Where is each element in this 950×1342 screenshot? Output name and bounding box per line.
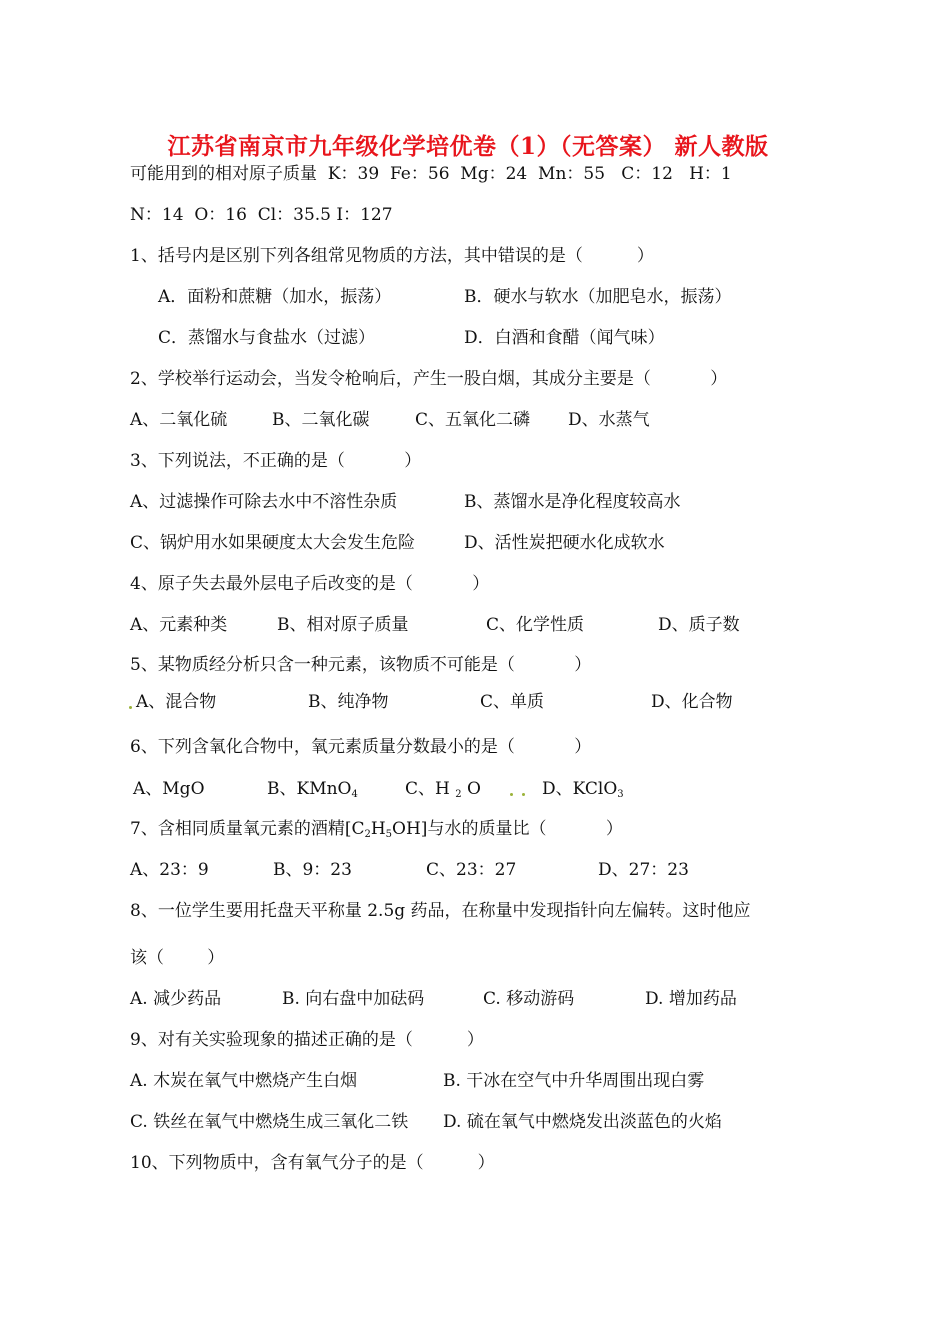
question-8-stem-line-1: 8、一位学生要用托盘天平称量 2.5g 药品，在称量中发现指针向左偏转。这时他应 (130, 901, 751, 921)
question-6-option-b (267, 781, 358, 800)
question-6-option-a: A、MgO (133, 779, 205, 799)
question-5-option-c: C、单质 (480, 692, 545, 712)
question-7-option-c: C、23：27 (426, 860, 517, 880)
question-8-option-a: A. 减少药品 (130, 989, 222, 1009)
question-7-stem-start: 7、含相同质量氧元素的酒精[C (130, 819, 365, 839)
question-3-option-a: A、过滤操作可除去水中不溶性杂质 (130, 492, 398, 512)
question-1-stem: 1、括号内是区别下列各组常见物质的方法，其中错误的是（ ） (130, 246, 654, 266)
question-5-option-d: D、化合物 (651, 692, 733, 712)
question-4-option-b: B、相对原子质量 (277, 615, 409, 635)
question-6-option-c-text-end: O (467, 779, 481, 799)
question-9-option-a: A. 木炭在氧气中燃烧产生白烟 (130, 1071, 358, 1091)
question-8-option-b: B. 向右盘中加砝码 (282, 989, 425, 1009)
question-3-option-c: C、锅炉用水如果硬度太大会发生危险 (130, 533, 416, 553)
question-9-option-c: C. 铁丝在氧气中燃烧生成三氧化二铁 (130, 1112, 409, 1132)
question-3-option-b: B、蒸馏水是净化程度较高水 (464, 492, 681, 512)
question-6-option-d-text: D、KClO (542, 779, 618, 799)
stray-mark (522, 793, 525, 796)
question-1-option-d: D．白酒和食醋（闻气味） (464, 328, 665, 348)
question-6-stem: 6、下列含氧化合物中，氧元素质量分数最小的是（ ） (130, 737, 592, 757)
question-7-stem-mid: H (370, 819, 386, 839)
question-4-stem: 4、原子失去最外层电子后改变的是（ ） (130, 574, 490, 594)
question-7-stem (130, 821, 623, 840)
question-5-option-b: B、纯净物 (308, 692, 389, 712)
question-5-stem: 5、某物质经分析只含一种元素，该物质不可能是（ ） (130, 655, 592, 675)
question-7-option-b: B、9：23 (273, 860, 352, 880)
stray-mark (129, 706, 132, 709)
question-6-option-c-text: C、H (405, 779, 450, 799)
question-1-option-a: A．面粉和蔗糖（加水，振荡） (158, 287, 392, 307)
question-2-option-d: D、水蒸气 (568, 410, 650, 430)
question-3-option-d: D、活性炭把硬水化成软水 (464, 533, 665, 553)
question-6-option-b-text: B、KMnO (267, 779, 352, 799)
question-7-option-a: A、23：9 (130, 860, 209, 880)
question-2-option-c: C、五氧化二磷 (415, 410, 531, 430)
question-6-option-b-subscript: 4 (351, 789, 358, 800)
question-1-option-c: C．蒸馏水与食盐水（过滤） (158, 328, 376, 348)
question-7-subscript-1: 2 (364, 829, 371, 840)
question-3-stem: 3、下列说法，不正确的是（ ） (130, 451, 422, 471)
question-4-option-a: A、元素种类 (130, 615, 228, 635)
question-7-stem-end: OH]与水的质量比（ ） (392, 819, 623, 839)
question-6-option-c (405, 781, 481, 800)
question-2-stem: 2、学校举行运动会，当发令枪响后，产生一股白烟，其成分主要是（ ） (130, 369, 728, 389)
question-7-option-d: D、27：23 (598, 860, 689, 880)
question-9-stem: 9、对有关实验现象的描述正确的是（ ） (130, 1030, 484, 1050)
question-8-option-c: C. 移动游码 (483, 989, 575, 1009)
question-9-option-d: D. 硫在氧气中燃烧发出淡蓝色的火焰 (443, 1112, 722, 1132)
question-1-option-b: B．硬水与软水（加肥皂水，振荡） (464, 287, 732, 307)
question-9-option-b: B. 干冰在空气中升华周围出现白雾 (443, 1071, 705, 1091)
question-4-option-d: D、质子数 (658, 615, 740, 635)
question-6-option-d (542, 781, 624, 800)
question-2-option-a: A、二氧化硫 (130, 410, 228, 430)
question-6-option-c-subscript: 2 (455, 789, 462, 800)
question-2-option-b: B、二氧化碳 (272, 410, 370, 430)
stray-mark (510, 793, 513, 796)
question-6-option-d-subscript: 3 (617, 789, 624, 800)
question-5-option-a: A、混合物 (136, 692, 217, 712)
atomic-mass-line-1: 可能用到的相对原子质量 K：39 Fe：56 Mg：24 Mn：55 C：12 H：1 (130, 164, 732, 184)
question-10-stem: 10、下列物质中，含有氧气分子的是（ ） (130, 1153, 495, 1173)
document-title: 江苏省南京市九年级化学培优卷（1）（无答案） 新人教版 (167, 133, 769, 160)
question-8-option-d: D. 增加药品 (645, 989, 737, 1009)
question-4-option-c: C、化学性质 (486, 615, 585, 635)
question-7-subscript-2: 5 (385, 829, 393, 840)
question-8-stem-line-2: 该（ ） (130, 948, 225, 968)
atomic-mass-line-2: N：14 O：16 Cl：35.5 I：127 (130, 205, 393, 225)
